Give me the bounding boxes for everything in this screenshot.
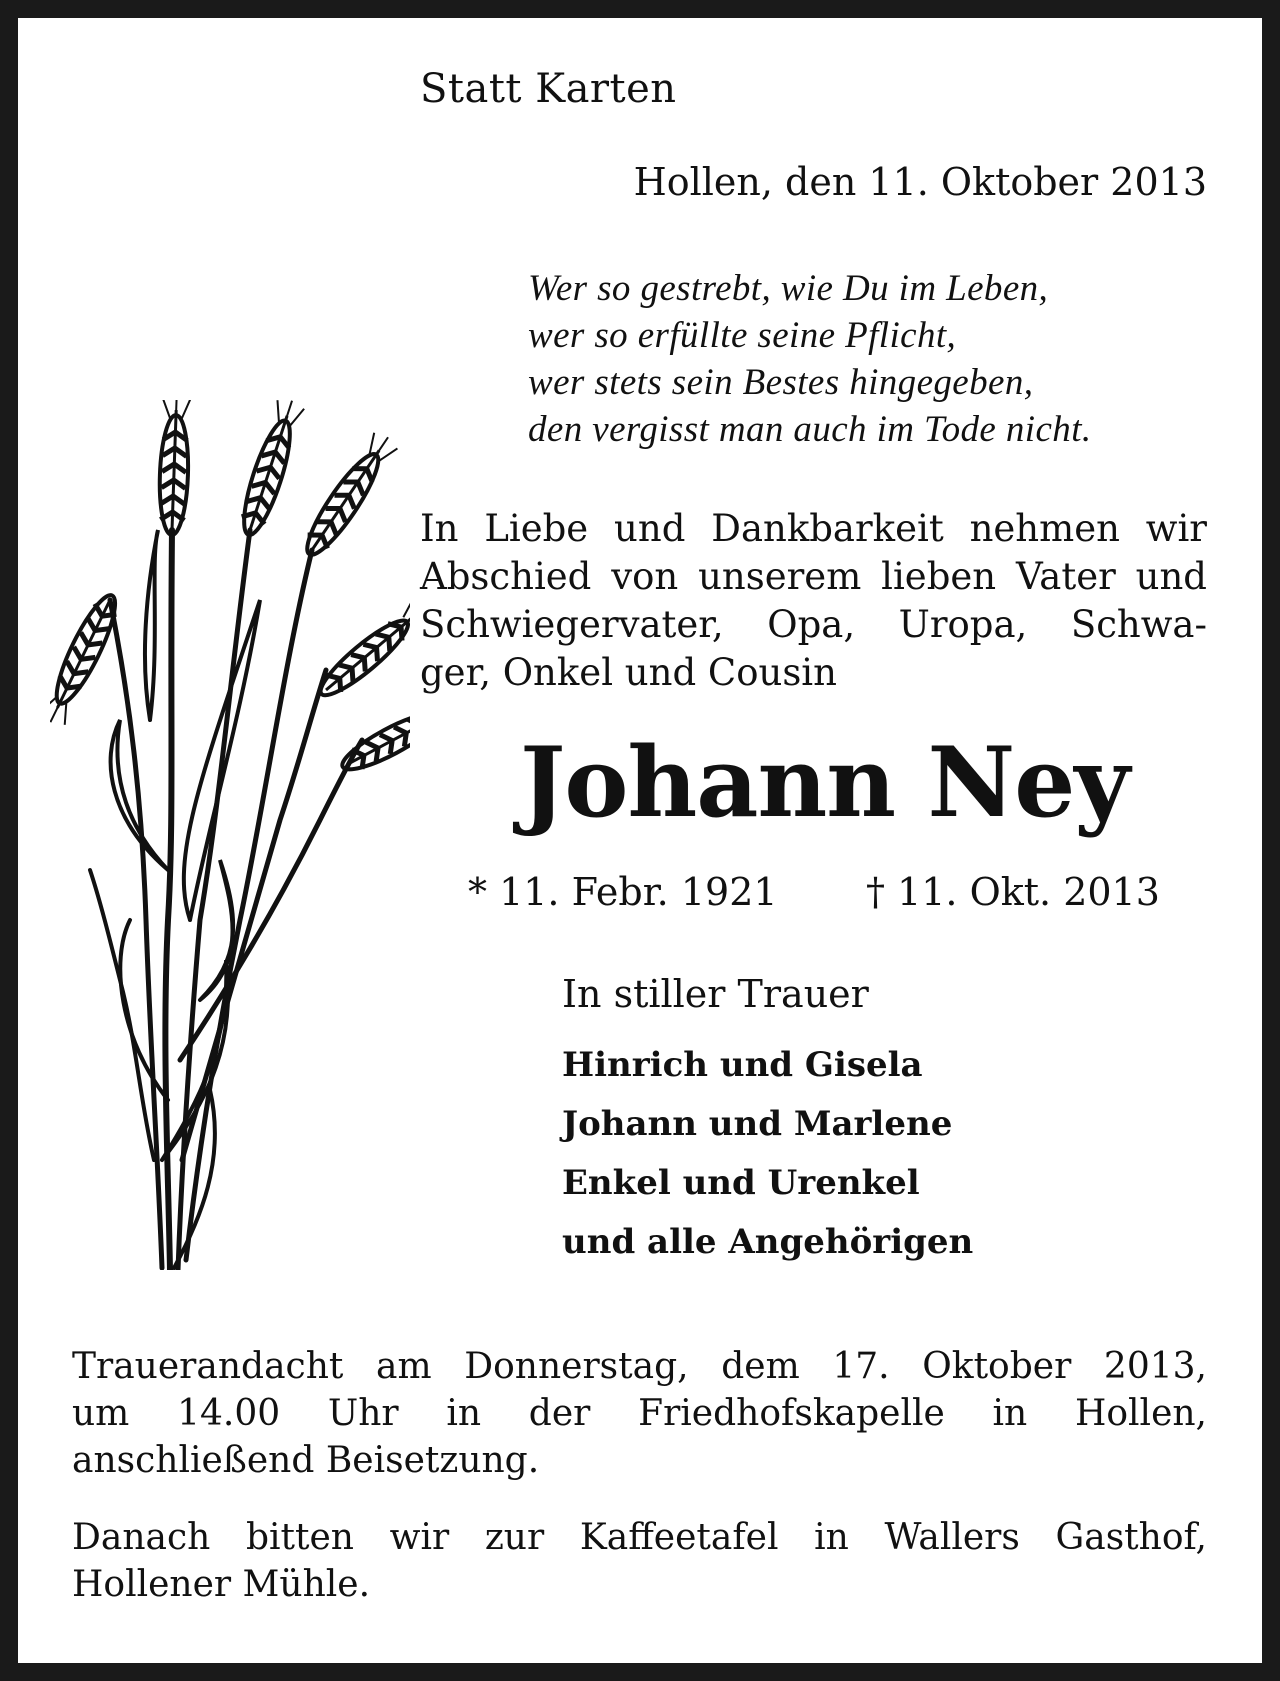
service-line: um 14.00 Uhr in der Friedhofskapelle in Hollen, (72, 1393, 1207, 1434)
mourners-list (562, 1036, 973, 1272)
poem (528, 265, 1092, 453)
mourner-name: Enkel und Urenkel (562, 1163, 920, 1203)
intro-line: ger, Onkel und Cousin (420, 651, 837, 694)
poem-line: den vergisst man auch im Tode nicht. (528, 409, 1092, 450)
mourner-name: Hinrich und Gisela (562, 1045, 923, 1085)
mourner-name: und alle Angehörigen (562, 1222, 974, 1262)
intro-line: Abschied von unserem lieben Vater und (420, 555, 1207, 598)
coffee-line: Hollener Mühle. (72, 1564, 371, 1605)
birth-date: * 11. Febr. 1921 (468, 870, 778, 914)
deceased-name: Johann Ney (520, 726, 1130, 839)
statt-karten-label: Statt Karten (420, 66, 677, 112)
place-date: Hollen, den 11. Oktober 2013 (633, 160, 1207, 204)
poem-line: wer stets sein Bestes hingegeben, (528, 362, 1034, 403)
intro-line: In Liebe und Dankbarkeit nehmen wir (420, 507, 1207, 550)
mourner-name: Johann und Marlene (562, 1104, 953, 1144)
poem-line: Wer so gestrebt, wie Du im Leben, (528, 268, 1049, 309)
wheat-sheaf-icon (50, 400, 410, 1270)
coffee-line: Danach bitten wir zur Kaffeetafel in Wallers Gasthof, (72, 1517, 1207, 1558)
mourning-heading: In stiller Trauer (562, 972, 869, 1016)
service-line: Trauerandacht am Donnerstag, dem 17. Oktober 2013, (72, 1346, 1207, 1387)
intro-paragraph (420, 505, 1207, 697)
intro-line: Schwiegervater, Opa, Uropa, Schwa- (420, 603, 1207, 646)
service-info (72, 1343, 1207, 1484)
coffee-info (72, 1514, 1207, 1608)
death-date: † 11. Okt. 2013 (866, 870, 1160, 914)
poem-line: wer so erfüllte seine Pflicht, (528, 315, 957, 356)
service-line: anschließend Beisetzung. (72, 1440, 540, 1481)
